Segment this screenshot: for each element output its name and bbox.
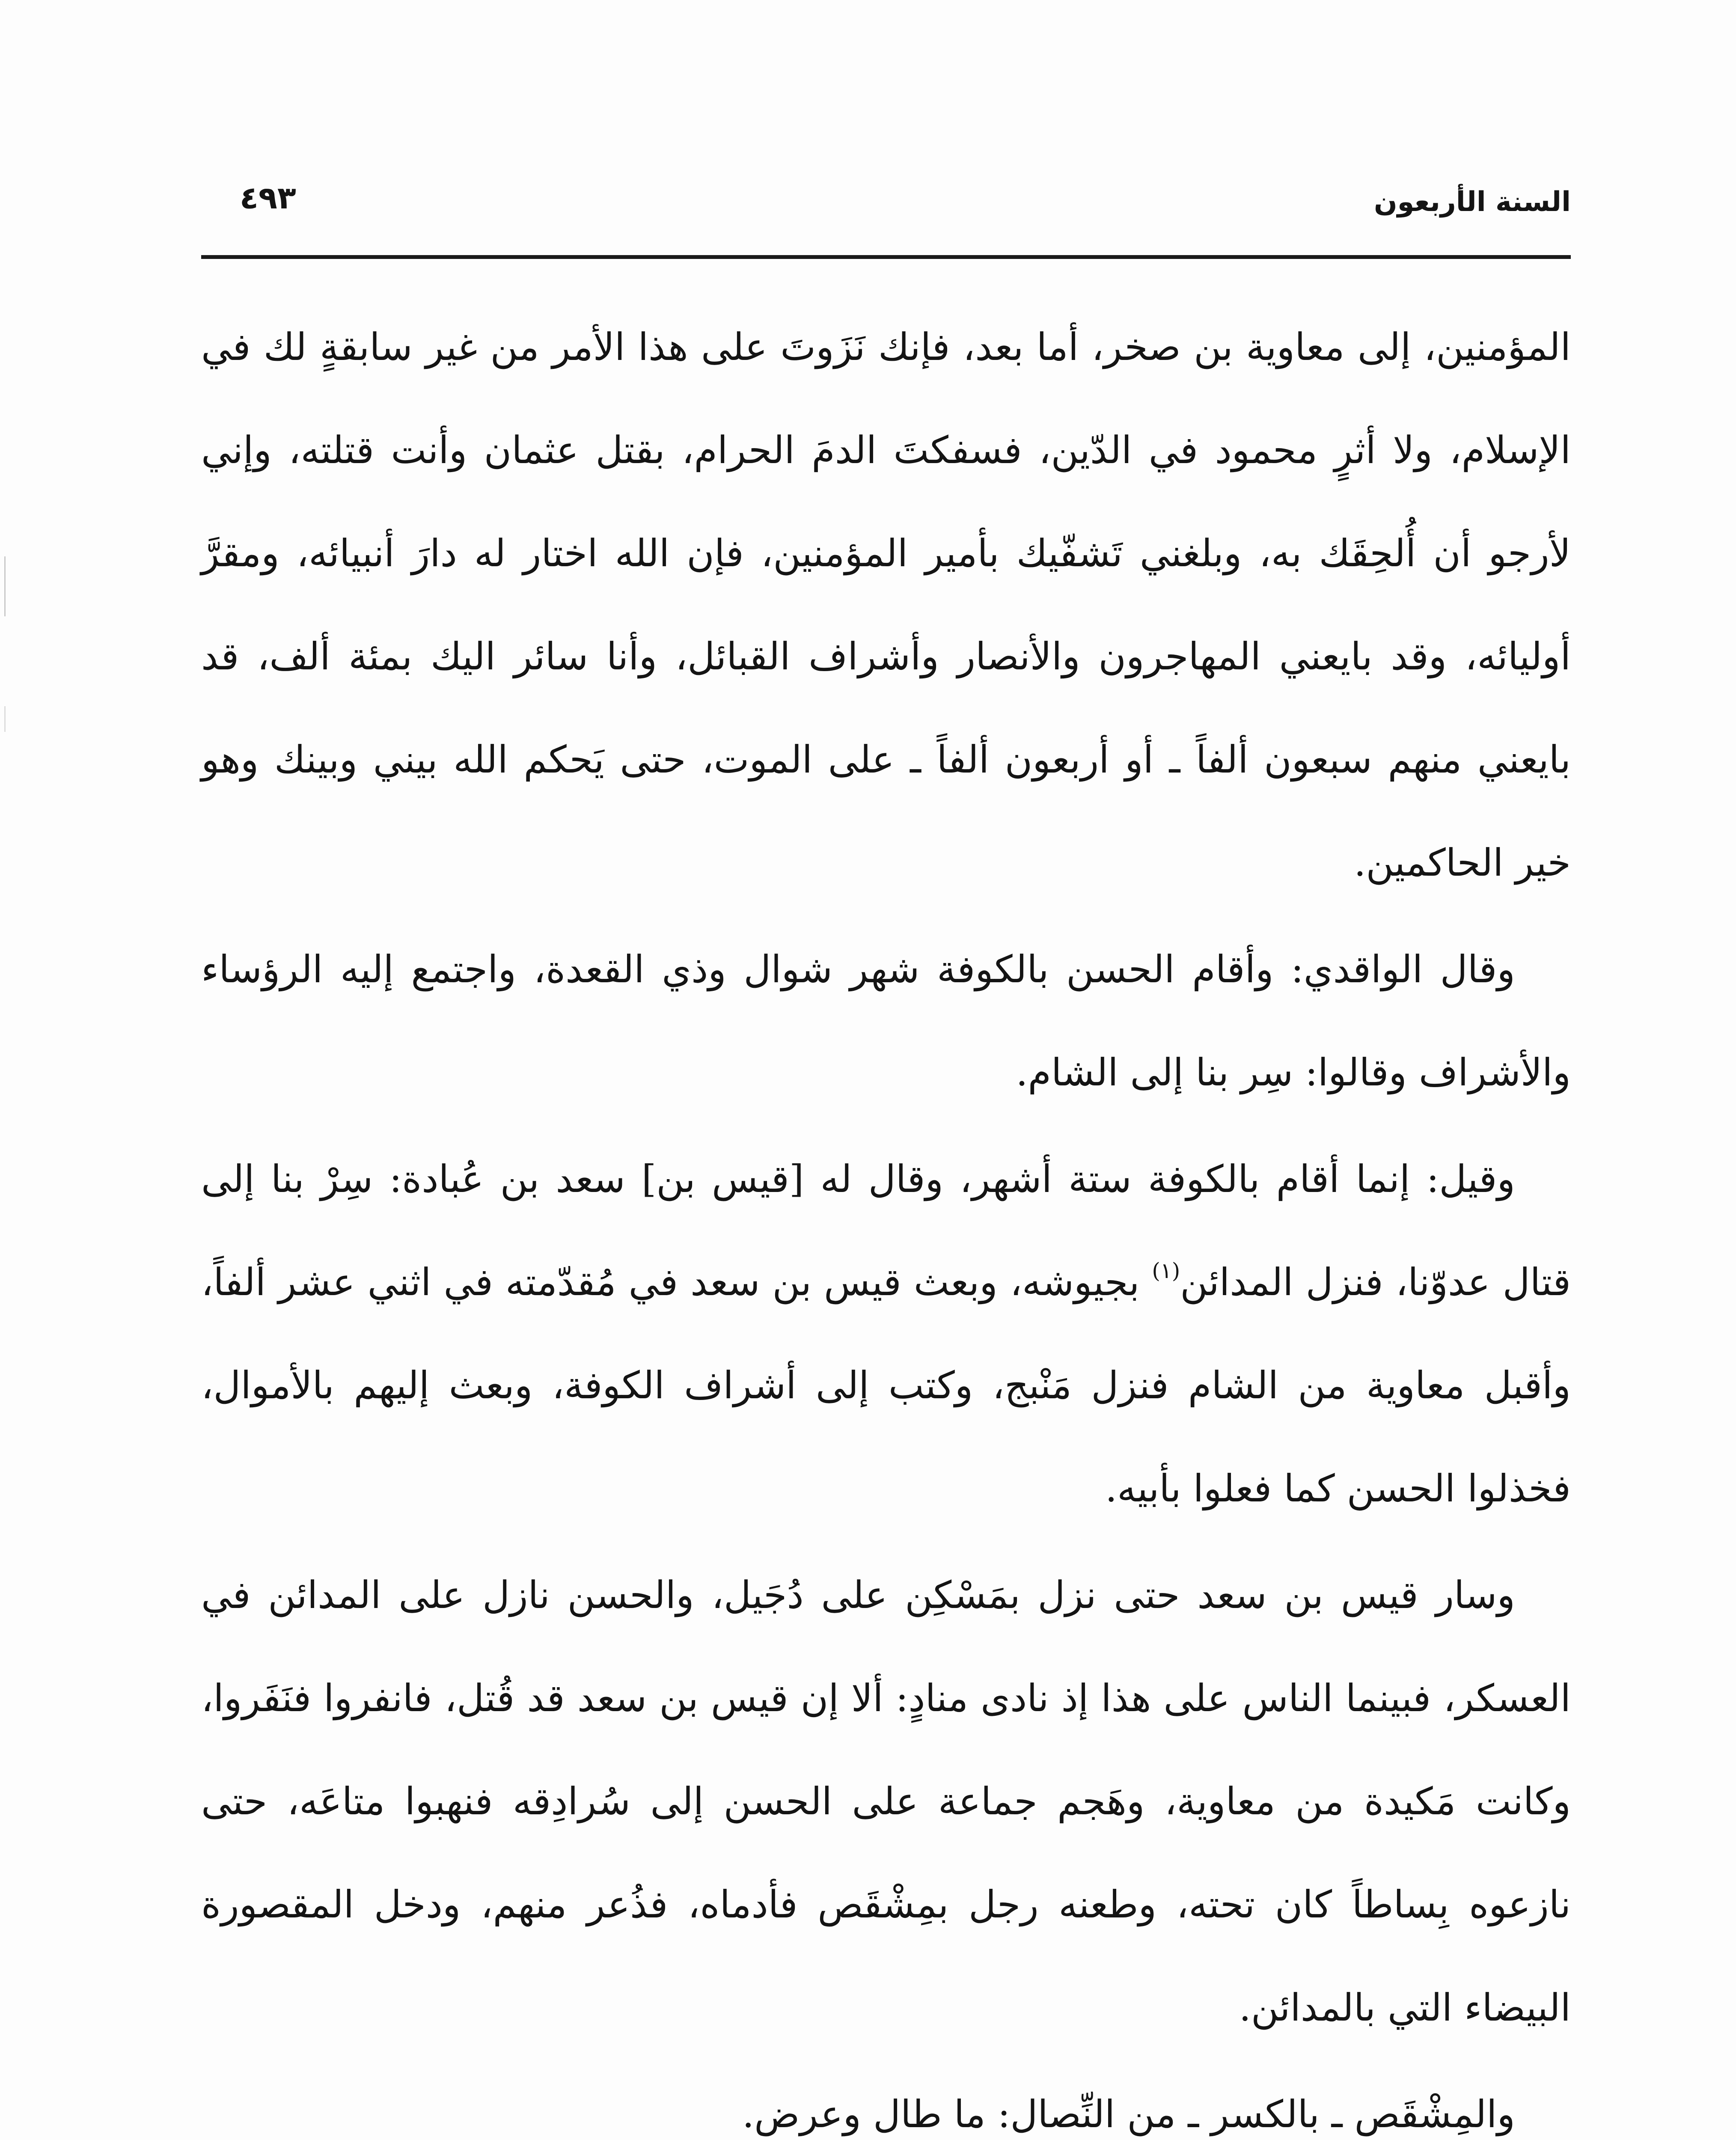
- main-text: [201, 295, 1571, 2140]
- running-title: السنة الأربعون: [1373, 186, 1571, 218]
- footnote-reference: (١): [1152, 1258, 1180, 1283]
- paragraph-3-text-b: بجيوشه، وبعث قيس بن سعد في مُقدّمته في اثني عشر ألفاً، وأقبل معاوية من الشام فنزل مَنْبج، وكتب إلى أشراف الكوفة، وبعث إليهم بالأموال، فخذلوا الحسن كما فعلوا بأبيه.: [201, 1260, 1571, 1510]
- paragraph-3: [201, 1127, 1571, 1540]
- scan-artifact: [4, 556, 6, 616]
- paragraph-5: والمِشْقَص ـ بالكسر ـ من النِّصال: ما طال وعرض.: [742, 2092, 1515, 2136]
- paragraph-2: وقال الواقدي: وأقام الحسن بالكوفة شهر شوال وذي القعدة، واجتمع إليه الرؤساء والأشراف وقالوا: سِر بنا إلى الشام.: [201, 947, 1571, 1094]
- scan-artifact: [4, 706, 6, 732]
- paragraph-4: وسار قيس بن سعد حتى نزل بمَسْكِن على دُجَيل، والحسن نازل على المدائن في العسكر، فبينما الناس على هذا إذ نادى منادٍ: ألا إن قيس بن سعد قد قُتل، فانفروا فنَفَروا، وكانت مَكيدة من معاوية، وهَجم جماعة على الحسن إلى سُرادِقه فنهبوا متاعَه، حتى نازعوه بِساطاً كان تحته، وطعنه رجل بمِشْقَص فأدماه، فذُعر منهم، ودخل المقصورة البيضاء التي بالمدائن.: [201, 1573, 1571, 2030]
- paragraph-1: المؤمنين، إلى معاوية بن صخر، أما بعد، فإنك نَزَوتَ على هذا الأمر من غير سابقةٍ لك في الإسلام، ولا أثرٍ محمود في الدّين، فسفكتَ الدمَ الحرام، بقتل عثمان وأنت قتلته، وإني لأرجو أن أُلحِقَك به، وبلغني تَشفّيك بأمير المؤمنين، فإن الله اختار له دارَ أنبيائه، ومقرَّ أوليائه، وقد بايعني المهاجرون والأنصار وأشراف القبائل، وأنا سائر اليك بمئة ألف، قد بايعني منهم سبعون ألفاً ـ أو أربعون ألفاً ـ على الموت، حتى يَحكم الله بيني وبينك وهو خير الحاكمين.: [201, 325, 1571, 885]
- page-header: [201, 178, 1571, 233]
- paragraph-3-text-a: وقيل: إنما أقام بالكوفة ستة أشهر، وقال له [قيس بن] سعد بن عُبادة: سِرْ بنا إلى قتال عدوّنا، فنزل المدائن: [201, 1157, 1571, 1304]
- header-rule: [201, 255, 1571, 259]
- page-number: ٤٩٣: [240, 180, 296, 216]
